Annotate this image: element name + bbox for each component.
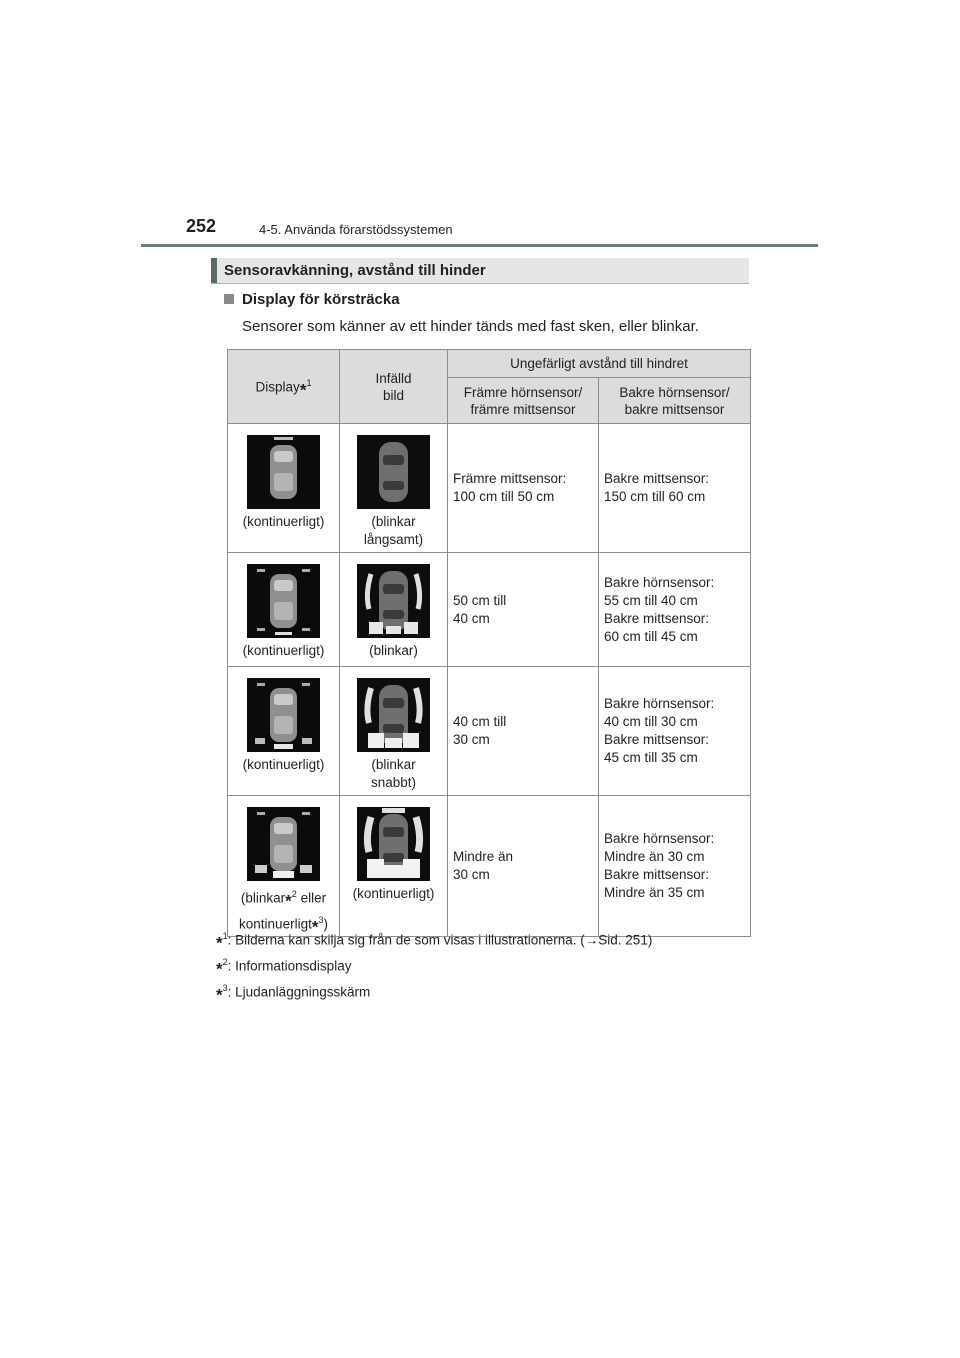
rear-line1: Bakre hörnsensor: (604, 696, 715, 711)
footnote-mark: 2 (222, 957, 228, 967)
inset-caption-line1: (blinkar (371, 514, 416, 529)
header-rear-sensor (599, 378, 751, 424)
rear-line4: 45 cm till 35 cm (604, 750, 698, 765)
rear-line4: Mindre än 35 cm (604, 885, 705, 900)
asterisk-icon: * (299, 380, 307, 400)
display-cell (228, 553, 340, 667)
car-sensor-display-icon (357, 678, 430, 752)
asterisk-icon: * (311, 917, 319, 936)
header-inset-line2: bild (382, 387, 404, 403)
chapter-title: 4-5. Använda förarstödssystemen (259, 222, 453, 237)
square-bullet-icon (224, 294, 234, 304)
header-rear-line1: Bakre hörnsensor/ (619, 384, 730, 400)
footnote-text: : Informationsdisplay (227, 958, 352, 974)
header-display-label: Display (255, 379, 300, 395)
display-caption (228, 885, 339, 936)
display-caption-c: kontinuerligt (239, 916, 312, 931)
rear-distance-cell (599, 667, 751, 796)
page-number: 252 (186, 216, 217, 236)
front-line1: Mindre än (453, 849, 514, 864)
front-line2: 30 cm (453, 732, 490, 747)
rear-line2: 55 cm till 40 cm (604, 592, 698, 608)
footnote-text: : Bilderna kan skilja sig från de som visas i illustrationerna. (→Sid. 251) (227, 932, 653, 948)
header-rule (141, 244, 818, 247)
front-line1: 40 cm till (453, 714, 507, 729)
footnote-ref: 2 (291, 889, 297, 899)
subheading (224, 291, 400, 308)
display-caption: (kontinuerligt) (242, 643, 325, 658)
display-caption-a: (blinkar (240, 890, 286, 906)
footnote-ref: 1 (306, 377, 312, 388)
front-line1: 50 cm till (453, 592, 507, 608)
inset-caption (340, 513, 447, 549)
inset-cell (340, 553, 448, 667)
rear-distance-cell (599, 796, 751, 937)
section-accent (211, 258, 217, 283)
car-sensor-display-icon (247, 678, 320, 752)
front-line2: 30 cm (453, 867, 490, 882)
front-distance-cell (448, 667, 599, 796)
header-inset-line1: Infälld (375, 370, 412, 386)
header-inset (340, 350, 448, 424)
asterisk-icon: * (216, 933, 223, 953)
footnote-text: : Ljudanläggningsskärm (227, 984, 371, 1000)
car-sensor-display-icon (247, 564, 320, 638)
rear-line1: Bakre hörnsensor: (604, 574, 715, 590)
footnotes (216, 931, 652, 1009)
table-row (228, 553, 751, 667)
asterisk-icon: * (216, 959, 223, 979)
rear-line3: Bakre mittsensor: (604, 610, 710, 626)
rear-distance-cell (599, 424, 751, 553)
rear-line1: Bakre hörnsensor: (604, 831, 715, 846)
inset-caption-line2: snabbt) (370, 775, 417, 790)
table-row (228, 424, 751, 553)
rear-line2: 150 cm till 60 cm (604, 489, 706, 504)
table-row (228, 796, 751, 937)
rear-line2: Mindre än 30 cm (604, 849, 705, 864)
inset-caption (340, 756, 447, 792)
front-distance-cell (448, 424, 599, 553)
sensor-table (227, 349, 751, 937)
display-cell (228, 667, 340, 796)
footnote-3 (216, 983, 652, 1009)
inset-cell (340, 796, 448, 937)
header-front-sensor (448, 378, 599, 424)
rear-line2: 40 cm till 30 cm (604, 714, 698, 729)
rear-line1: Bakre mittsensor: (604, 471, 710, 486)
display-caption-b: eller (296, 890, 327, 906)
car-sensor-display-icon (247, 807, 320, 881)
display-caption-d: ) (323, 916, 328, 931)
inset-caption: (blinkar) (369, 643, 418, 658)
car-top-view-icon (247, 435, 320, 509)
table-row (228, 667, 751, 796)
section-title: Sensoravkänning, avstånd till hinder (224, 262, 486, 279)
front-line2: 100 cm till 50 cm (453, 489, 555, 504)
footnote-mark: 3 (222, 983, 228, 993)
rear-line4: 60 cm till 45 cm (604, 628, 698, 644)
intro-text: Sensorer som känner av ett hinder tänds med fast sken, eller blinkar. (242, 318, 699, 335)
car-sensor-display-icon (357, 807, 430, 881)
header-display (228, 350, 340, 424)
front-distance-cell (448, 796, 599, 937)
subheading-text: Display för körsträcka (242, 291, 400, 308)
section-heading (211, 258, 749, 284)
front-line2: 40 cm (453, 610, 490, 626)
header-front-line2: främre mittsensor (470, 401, 576, 417)
footnote-mark: 1 (222, 931, 228, 941)
footnote-2 (216, 957, 652, 983)
rear-line3: Bakre mittsensor: (604, 732, 710, 747)
inset-caption-line2: långsamt) (363, 532, 424, 547)
display-cell (228, 796, 340, 937)
inset-cell (340, 424, 448, 553)
rear-line3: Bakre mittsensor: (604, 867, 710, 882)
car-sensor-display-icon (357, 564, 430, 638)
inset-caption-line1: (blinkar (371, 757, 416, 772)
header-rear-line2: bakre mittsensor (624, 401, 725, 417)
display-caption: (kontinuerligt) (242, 757, 325, 772)
footnote-1 (216, 931, 652, 957)
front-distance-cell (448, 553, 599, 667)
header-front-line1: Främre hörnsensor/ (463, 384, 583, 400)
car-top-view-icon (357, 435, 430, 509)
inset-caption: (kontinuerligt) (352, 886, 435, 901)
rear-distance-cell (599, 553, 751, 667)
header-distance: Ungefärligt avstånd till hindret (448, 350, 751, 378)
asterisk-icon: * (216, 985, 223, 1005)
footnote-ref: 3 (318, 914, 324, 925)
front-line1: Främre mittsensor: (453, 471, 567, 486)
asterisk-icon: * (285, 891, 292, 911)
inset-cell (340, 667, 448, 796)
display-caption: (kontinuerligt) (242, 514, 325, 529)
display-cell (228, 424, 340, 553)
